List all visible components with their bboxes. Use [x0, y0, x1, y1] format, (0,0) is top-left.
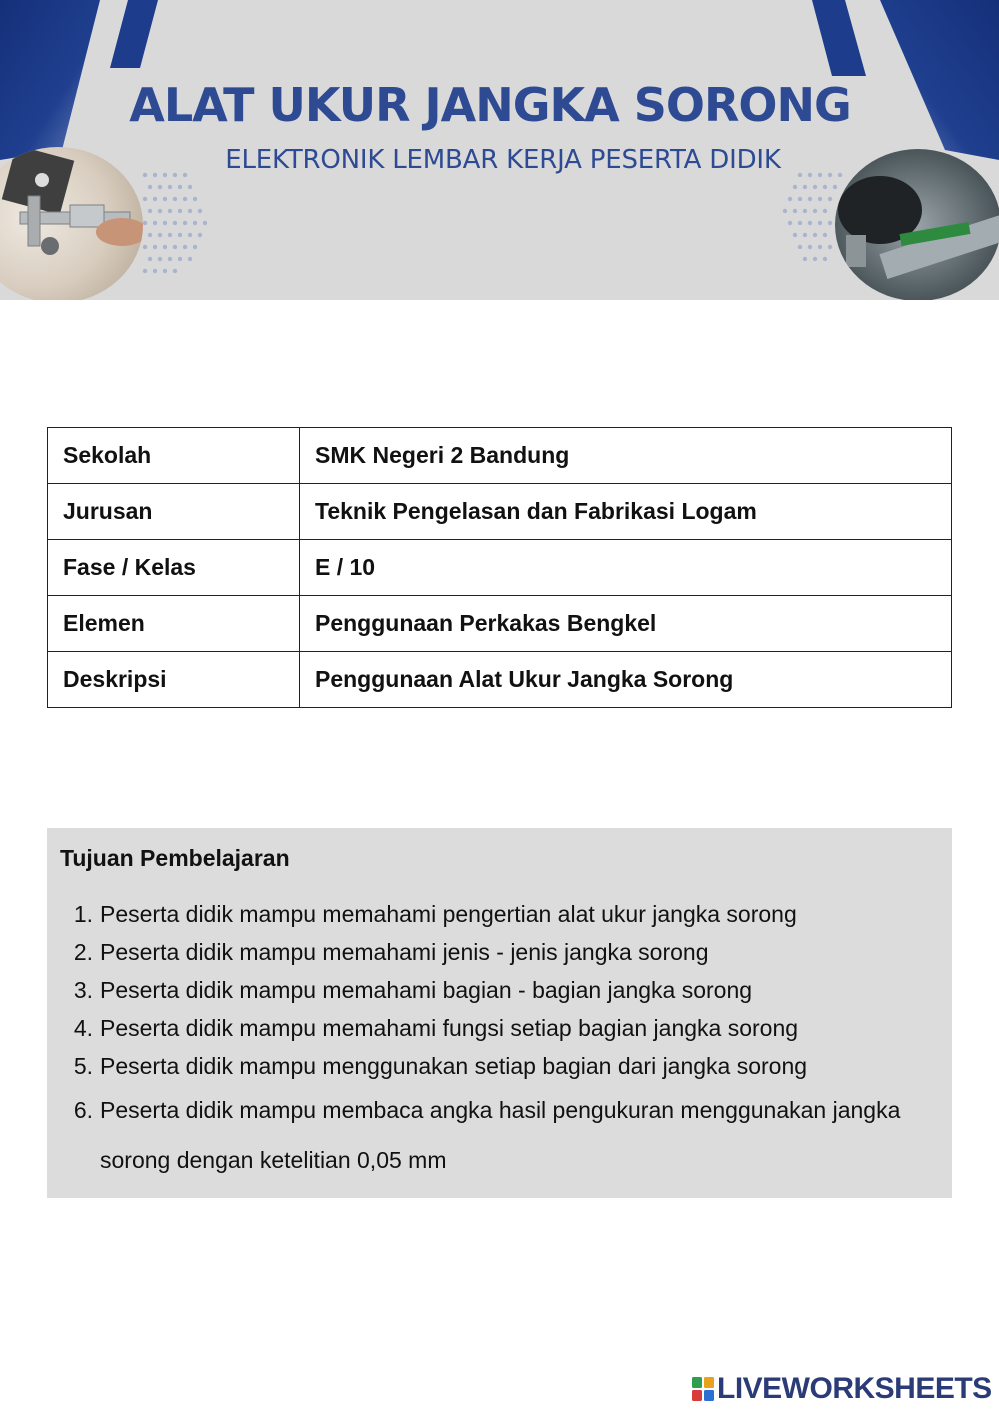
- row-value: Penggunaan Alat Ukur Jangka Sorong: [300, 652, 952, 708]
- table-row: [48, 540, 952, 596]
- row-value: E / 10: [300, 540, 952, 596]
- page-subtitle: ELEKTRONIK LEMBAR KERJA PESERTA DIDIK: [225, 145, 781, 175]
- table-row: [48, 428, 952, 484]
- brand-name: LIVEWORKSHEETS: [717, 1372, 992, 1405]
- row-label: Jurusan: [48, 484, 300, 540]
- list-text: Peserta didik mampu menggunakan setiap bagian dari jangka sorong: [100, 1053, 808, 1079]
- row-value: SMK Negeri 2 Bandung: [300, 428, 952, 484]
- row-label: Fase / Kelas: [48, 540, 300, 596]
- row-label: Deskripsi: [48, 652, 300, 708]
- list-number: 3.: [73, 977, 93, 1003]
- header-banner: [0, 0, 999, 300]
- list-text: Peserta didik mampu memahami jenis - jenis jangka sorong: [100, 939, 709, 965]
- table-row: [48, 652, 952, 708]
- list-text: Peserta didik mampu memahami fungsi setiap bagian jangka sorong: [100, 1015, 799, 1041]
- list-text: Peserta didik mampu memahami bagian - bagian jangka sorong: [100, 977, 753, 1003]
- list-text: Peserta didik mampu membaca angka hasil pengukuran menggunakan jangka sorong dengan ketelitian 0,05 mm: [100, 1097, 901, 1173]
- row-label: Elemen: [48, 596, 300, 652]
- list-number: 6.: [73, 1097, 93, 1123]
- list-number: 1.: [73, 901, 93, 927]
- list-text: Peserta didik mampu memahami pengertian alat ukur jangka sorong: [100, 901, 797, 927]
- table-row: [48, 484, 952, 540]
- list-number: 5.: [73, 1053, 93, 1079]
- list-number: 4.: [73, 1015, 93, 1041]
- liveworksheets-logo-icon: [692, 1377, 714, 1401]
- row-value: Teknik Pengelasan dan Fabrikasi Logam: [300, 484, 952, 540]
- info-table: [47, 427, 952, 708]
- objectives-title: Tujuan Pembelajaran: [60, 845, 290, 871]
- page-title: ALAT UKUR JANGKA SORONG: [129, 78, 851, 132]
- learning-objectives-panel: [47, 828, 952, 1198]
- list-number: 2.: [73, 939, 93, 965]
- row-value: Penggunaan Perkakas Bengkel: [300, 596, 952, 652]
- table-row: [48, 596, 952, 652]
- row-label: Sekolah: [48, 428, 300, 484]
